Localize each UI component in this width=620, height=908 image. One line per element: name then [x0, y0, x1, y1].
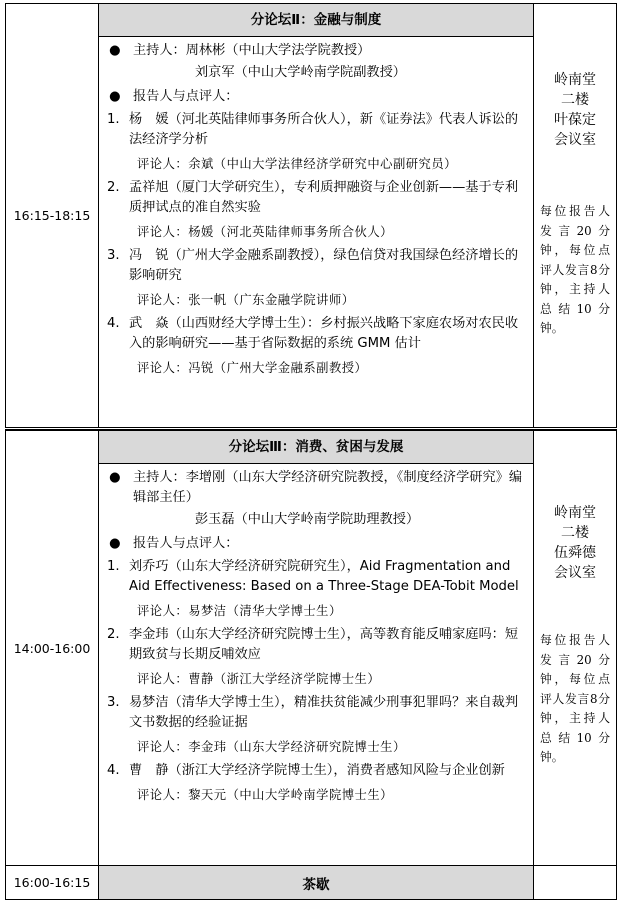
room-line: 二楼: [561, 525, 589, 541]
session-content: [99, 431, 534, 866]
room-line: 叶葆定: [554, 112, 596, 128]
room-line: 会议室: [554, 565, 596, 581]
room-line: 二楼: [561, 92, 589, 108]
commentator: 评论人：冯锐（广州大学金融系副教授）: [137, 361, 368, 375]
session-title: 分论坛Ⅱ：金融与制度: [99, 4, 533, 37]
presentation-item: [107, 557, 527, 597]
presentation-item: [107, 110, 527, 150]
presenters-line: [107, 534, 527, 554]
presenters-line: [107, 87, 527, 107]
item-number: 2.: [107, 180, 120, 195]
presenters-label: 报告人与点评人：: [133, 536, 239, 551]
session-row: [6, 4, 617, 429]
session-time: 16:15-18:15: [6, 4, 99, 429]
session-title: 分论坛Ⅲ：消费、贫困与发展: [99, 431, 533, 464]
break-venue: [534, 866, 617, 900]
item-number: 1.: [107, 112, 120, 127]
item-number: 4.: [107, 316, 120, 331]
presentation-item: [107, 625, 527, 665]
commentator: 评论人：张一帆（广东金融学院讲师）: [137, 293, 355, 307]
hosts-label: 主持人：: [133, 43, 186, 58]
commentator: 评论人：杨媛（河北英陆律师事务所合伙人）: [137, 225, 393, 239]
presentation-item: [107, 246, 527, 286]
session-venue: [534, 4, 617, 429]
item-number: 2.: [107, 627, 120, 642]
hosts-line: [107, 41, 527, 61]
commentator: 评论人：余斌（中山大学法律经济学研究中心副研究员）: [137, 157, 457, 171]
commentator: 评论人：曹静（浙江大学经济学院博士生）: [137, 672, 381, 686]
host-name: 彭玉磊（中山大学岭南学院助理教授）: [195, 512, 420, 527]
presentation-text: 杨 媛（河北英陆律师事务所合伙人），新《证券法》代表人诉讼的法经济学分析: [129, 112, 519, 147]
room-name: [534, 431, 616, 583]
session-time: 14:00-16:00: [6, 431, 99, 866]
bullet-icon: ●: [109, 470, 121, 485]
commentator: 评论人：黎天元（中山大学岭南学院博士生）: [137, 788, 393, 802]
break-label: 茶歇: [99, 866, 534, 900]
bullet-icon: ●: [109, 536, 121, 551]
presentation-item: [107, 693, 527, 733]
presentation-text: 曹 静（浙江大学经济学院博士生），消费者感知风险与企业创新: [129, 763, 505, 778]
item-number: 1.: [107, 559, 120, 574]
presentation-item: [107, 178, 527, 218]
host-name: 周林彬（中山大学法学院教授）: [185, 43, 371, 58]
session-venue: [534, 431, 617, 866]
item-number: 3.: [107, 248, 120, 263]
presentation-text: 刘乔巧（山东大学经济研究院研究生），Aid Fragmentation and Aid Effectiveness: Based on a Three-Stage DEA-Tobit Model: [129, 559, 519, 594]
break-row: [6, 866, 617, 900]
presentation-text: 易梦洁（清华大学博士生），精准扶贫能减少刑事犯罪吗？来自裁判文书数据的经验证据: [129, 695, 519, 730]
room-line: 岭南堂: [554, 505, 596, 521]
room-line: 会议室: [554, 132, 596, 148]
speaking-rules: 每位报告人发言20分钟，每位点评人发言8分钟，主持人总结10分钟。: [540, 204, 610, 335]
room-line: 伍舜德: [554, 545, 596, 561]
bullet-icon: ●: [109, 89, 121, 104]
presentation-item: [107, 314, 527, 354]
host-name: 刘京军（中山大学岭南学院副教授）: [195, 65, 406, 80]
presentation-text: 李金玮（山东大学经济研究院博士生），高等教育能反哺家庭吗：短期致贫与长期反哺效应: [129, 627, 519, 662]
host-name: 李增刚（山东大学经济研究院教授，《制度经济学研究》编辑部主任）: [133, 470, 523, 505]
item-number: 4.: [107, 763, 120, 778]
hosts-line: [107, 468, 527, 508]
commentator: 评论人：李金玮（山东大学经济研究院博士生）: [137, 740, 406, 754]
bullet-icon: ●: [109, 43, 121, 58]
commentator: 评论人：易梦洁（清华大学博士生）: [137, 604, 342, 618]
speaking-rules: 每位报告人发言20分钟，每位点评人发言8分钟，主持人总结10分钟。: [540, 633, 610, 764]
schedule-table: [5, 3, 617, 900]
session-content: [99, 4, 534, 429]
session-row: [6, 431, 617, 866]
presentation-text: 武 焱（山西财经大学博士生）：乡村振兴战略下家庭农场对农民收入的影响研究——基于省际数据的系统 GMM 估计: [129, 316, 519, 351]
presentation-item: [107, 761, 527, 781]
room-line: 岭南堂: [554, 72, 596, 88]
presentation-text: 冯 锐（广州大学金融系副教授），绿色信贷对我国绿色经济增长的影响研究: [129, 248, 519, 283]
item-number: 3.: [107, 695, 120, 710]
presenters-label: 报告人与点评人：: [133, 89, 239, 104]
room-name: [534, 4, 616, 150]
break-time: 16:00-16:15: [6, 866, 99, 900]
hosts-label: 主持人：: [133, 470, 186, 485]
presentation-text: 孟祥旭（厦门大学研究生），专利质押融资与企业创新——基于专利质押试点的准自然实验: [129, 180, 519, 215]
